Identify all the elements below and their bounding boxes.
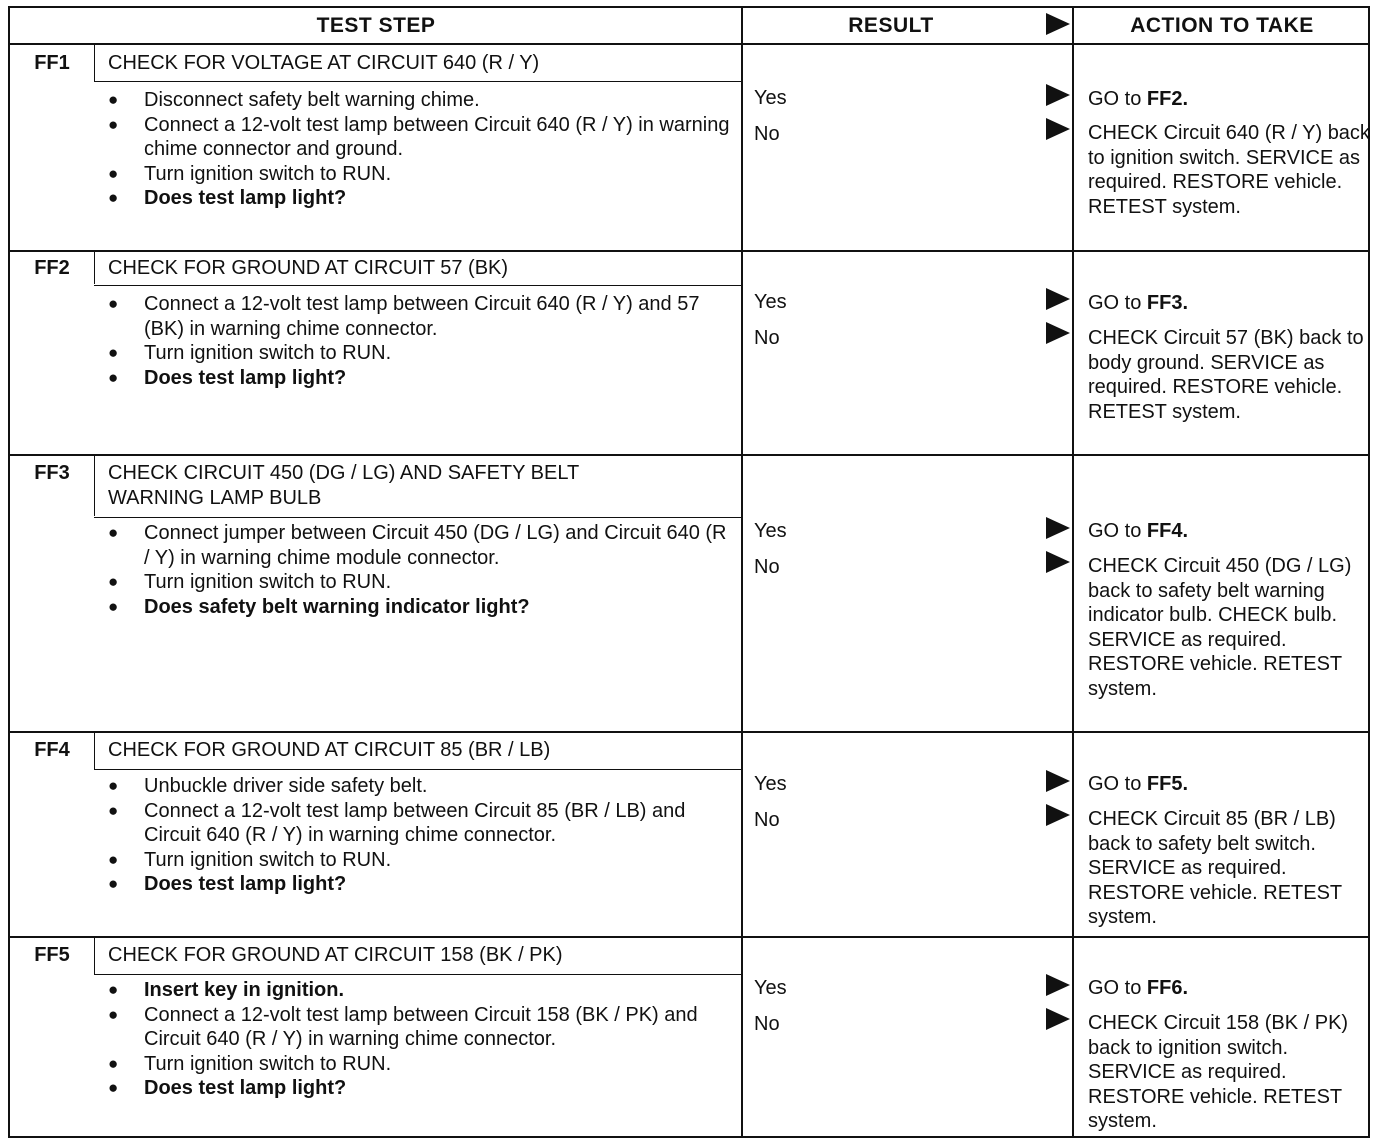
instruction-question: ● Does test lamp light? [106,1076,736,1101]
result-no: No [754,556,780,578]
instruction-item: ● Connect a 12-volt test lamp between Circuit 85 (BR / LB) and Circuit 640 (R / Y) in warning chime connector. [106,799,736,848]
step-title: CHECK FOR VOLTAGE AT CIRCUIT 640 (R / Y) [108,52,540,74]
action-yes [1088,87,1374,112]
result-no: No [754,809,780,831]
action-yes [1088,519,1374,544]
row-divider [10,454,1368,456]
result-yes: Yes [754,520,787,542]
step-title: CHECK FOR GROUND AT CIRCUIT 85 (BR / LB) [108,739,551,761]
action-yes-target: FF6. [1146,977,1189,999]
arrow-right-icon [1046,770,1070,792]
result-no: No [754,327,780,349]
action-yes-target: FF2. [1146,88,1189,110]
arrow-right-icon [1046,974,1070,996]
step-title: CHECK CIRCUIT 450 (DG / LG) AND SAFETY BELT WARNING LAMP BULB [108,462,579,509]
instruction-item: ● Turn ignition switch to RUN. [106,1052,736,1077]
step-instructions [106,292,736,390]
instruction-item: ● Insert key in ignition. [106,978,736,1003]
row-divider [10,936,1368,938]
result-yes: Yes [754,291,787,313]
header-arrow-icon [1046,13,1070,35]
title-divider [94,81,741,82]
id-divider [94,456,95,516]
arrow-right-icon [1046,517,1070,539]
instruction-question: ● Does safety belt warning indicator light? [106,595,736,620]
arrow-right-icon [1046,288,1070,310]
instruction-item: ● Connect jumper between Circuit 450 (DG / LG) and Circuit 640 (R / Y) in warning chime module connector. [106,521,736,570]
step-instructions [106,774,736,897]
arrow-right-icon [1046,1008,1070,1030]
action-yes [1088,976,1374,1001]
step-title: CHECK FOR GROUND AT CIRCUIT 57 (BK) [108,257,509,279]
instruction-item: ● Turn ignition switch to RUN. [106,848,736,873]
action-yes-prefix: GO to [1088,773,1147,795]
diagnostic-table [8,6,1370,1138]
action-no: CHECK Circuit 57 (BK) back to body ground. SERVICE as required. RESTORE vehicle. RETEST system. [1088,327,1364,423]
instruction-question: ● Does test lamp light? [106,872,736,897]
id-divider [94,252,95,284]
instruction-item: ● Connect a 12-volt test lamp between Circuit 158 (BK / PK) and Circuit 640 (R / Y) in warning chime connector. [106,1003,736,1052]
step-id: FF2 [34,257,70,279]
instruction-item: ● Disconnect safety belt warning chime. [106,88,736,113]
column-divider-result [741,8,743,1136]
instruction-item: ● Unbuckle driver side safety belt. [106,774,736,799]
instruction-item: ● Turn ignition switch to RUN. [106,341,736,366]
step-id: FF3 [34,462,70,484]
instruction-item: ● Turn ignition switch to RUN. [106,570,736,595]
action-no: CHECK Circuit 640 (R / Y) back to ignition switch. SERVICE as required. RESTORE vehicle. RETEST system. [1088,122,1370,218]
result-yes: Yes [754,87,787,109]
instruction-item: ● Connect a 12-volt test lamp between Circuit 640 (R / Y) and 57 (BK) in warning chime connector. [106,292,736,341]
action-yes-prefix: GO to [1088,520,1147,542]
action-yes-prefix: GO to [1088,88,1147,110]
step-id: FF1 [34,52,70,74]
action-yes [1088,772,1374,797]
step-id: FF5 [34,944,70,966]
header-result: RESULT [848,14,934,37]
action-no: CHECK Circuit 450 (DG / LG) back to safety belt warning indicator bulb. CHECK bulb. SERVICE as required. RESTORE vehicle. RETEST system. [1088,555,1352,700]
result-yes: Yes [754,977,787,999]
id-divider [94,733,95,769]
instruction-item: ● Connect a 12-volt test lamp between Circuit 640 (R / Y) in warning chime connector and ground. [106,113,736,162]
instruction-item: ● Turn ignition switch to RUN. [106,162,736,187]
arrow-right-icon [1046,84,1070,106]
arrow-right-icon [1046,322,1070,344]
header-divider [10,43,1368,45]
id-divider [94,45,95,81]
header-test-step: TEST STEP [316,14,436,37]
column-divider-action [1072,8,1074,1136]
step-id: FF4 [34,739,70,761]
id-divider [94,938,95,974]
title-divider [94,517,741,518]
header-action: ACTION TO TAKE [1130,14,1314,37]
result-no: No [754,123,780,145]
step-instructions [106,521,736,619]
result-no: No [754,1013,780,1035]
action-no: CHECK Circuit 158 (BK / PK) back to ignition switch. SERVICE as required. RESTORE vehicle. RETEST system. [1088,1012,1349,1133]
step-instructions [106,978,736,1101]
result-yes: Yes [754,773,787,795]
step-title: CHECK FOR GROUND AT CIRCUIT 158 (BK / PK) [108,944,563,966]
action-yes [1088,291,1374,316]
instruction-question: ● Does test lamp light? [106,186,736,211]
title-divider [94,974,741,975]
action-yes-target: FF3. [1146,292,1189,314]
arrow-right-icon [1046,804,1070,826]
action-yes-prefix: GO to [1088,977,1147,999]
action-yes-target: FF4. [1146,520,1189,542]
title-divider [94,769,741,770]
arrow-right-icon [1046,551,1070,573]
action-yes-prefix: GO to [1088,292,1147,314]
step-instructions [106,88,736,211]
action-yes-target: FF5. [1146,773,1189,795]
action-no: CHECK Circuit 85 (BR / LB) back to safety belt switch. SERVICE as required. RESTORE vehicle. RETEST system. [1088,808,1342,929]
title-divider [94,285,741,286]
instruction-question: ● Does test lamp light? [106,366,736,391]
row-divider [10,731,1368,733]
row-divider [10,250,1368,252]
arrow-right-icon [1046,118,1070,140]
